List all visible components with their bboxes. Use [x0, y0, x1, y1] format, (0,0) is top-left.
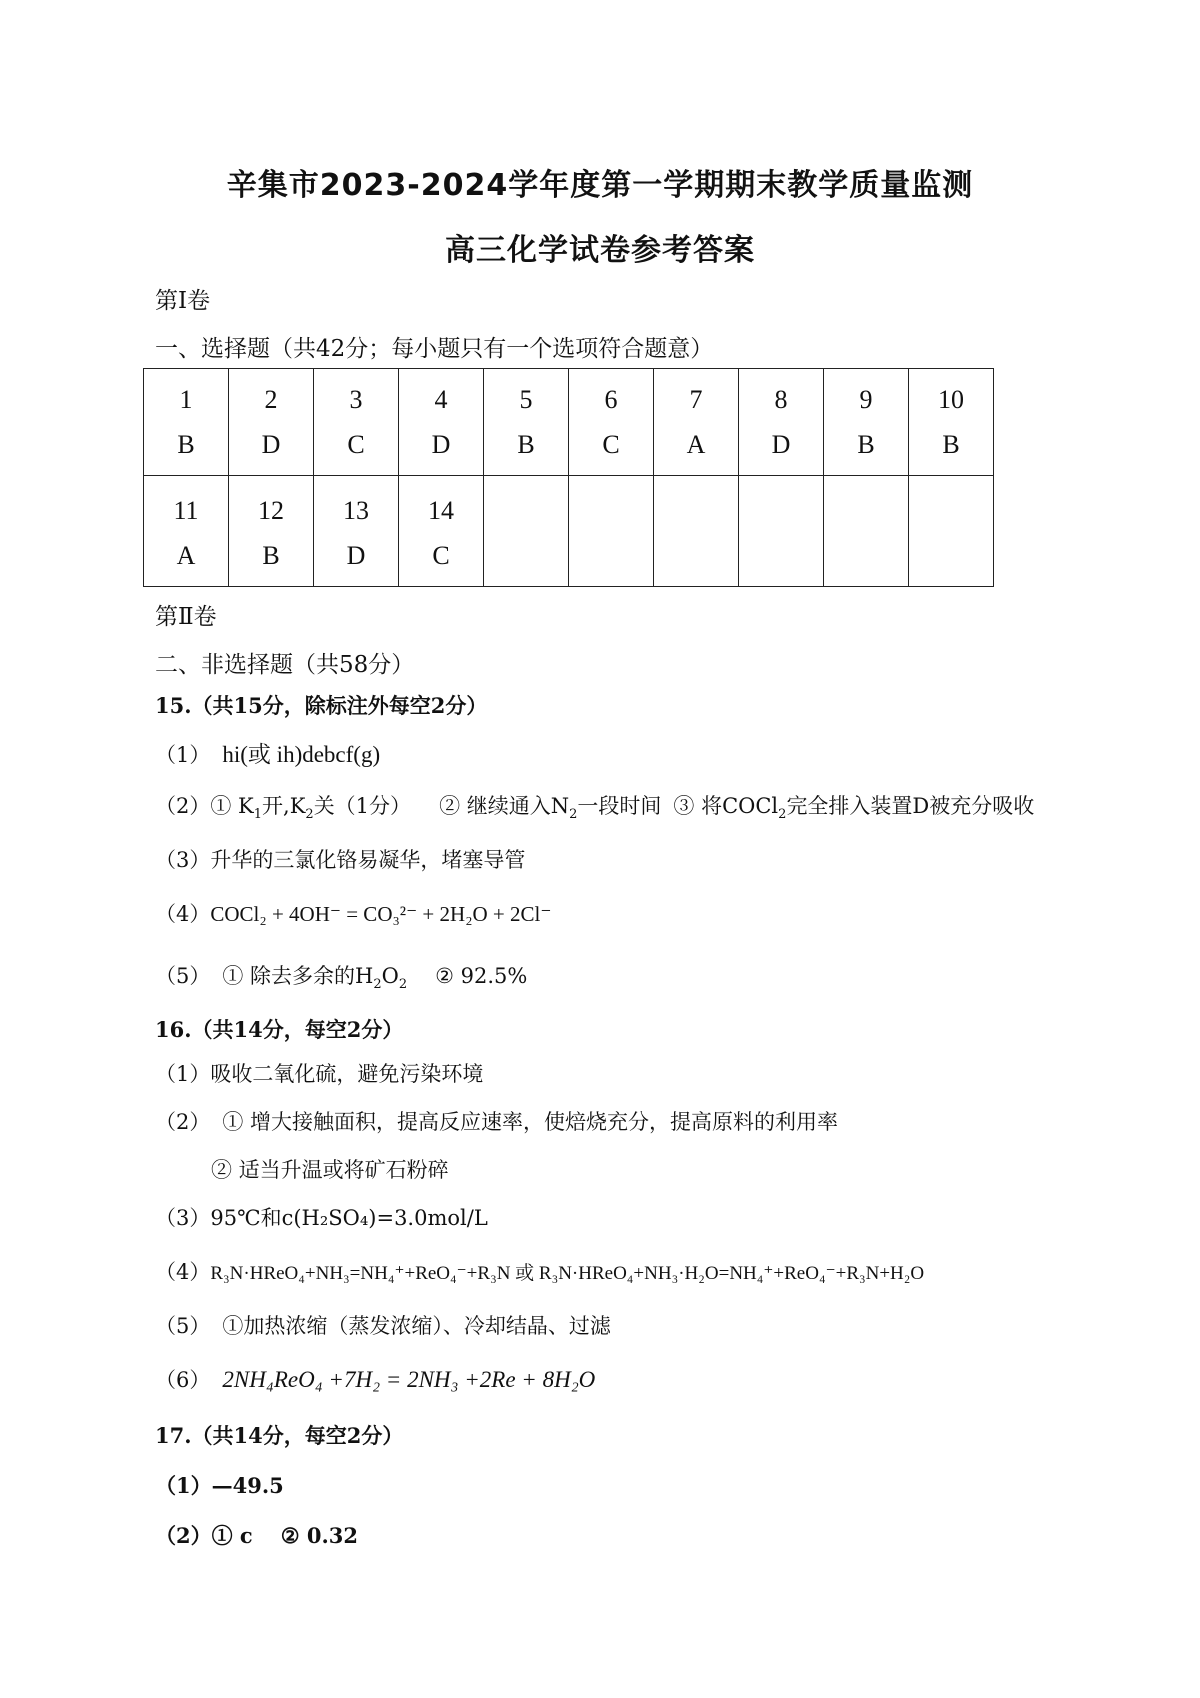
section-2-heading: 二、非选择题（共58分）: [155, 652, 415, 678]
section-1-heading: 一、选择题（共42分；每小题只有一个选项符合题意）: [155, 336, 714, 362]
answer-cell: D: [739, 415, 824, 476]
question-number: 5: [484, 369, 569, 416]
q16-answer-4: [155, 1256, 924, 1286]
question-number: 14: [399, 476, 484, 527]
answer-table-number-row: [144, 369, 994, 416]
empty-cell: [654, 476, 739, 527]
q15-2-part-b: 开,K: [262, 794, 306, 818]
q15-heading-text: （共15分，除标注外每空2分）: [191, 693, 488, 718]
answer-cell: C: [569, 415, 654, 476]
q15-answer-1: [155, 736, 380, 769]
question-number: 11: [144, 476, 229, 527]
empty-cell: [484, 476, 569, 527]
q16-6-label: （6）: [155, 1368, 211, 1392]
answer-cell: B: [909, 415, 994, 476]
q16-answer-5: [155, 1310, 611, 1340]
q15-answer-3: （3）升华的三氯化铬易凝华，堵塞导管: [155, 848, 526, 872]
q16-6-equation: 2NH₄ReO₄ +7H₂ = 2NH₃ +2Re + 8H₂O: [222, 1367, 596, 1392]
q16-heading: 16.（共14分，每空2分）: [155, 1017, 404, 1042]
q15-2-part-d: ② 继续通入N: [439, 794, 570, 818]
empty-cell: [569, 526, 654, 587]
q15-2-part-a: ① K: [210, 794, 254, 818]
document-subtitle: 高三化学试卷参考答案: [445, 233, 755, 268]
q16-4-equation: R₃N·HReO₄+NH₃=NH₄⁺+ReO₄⁻+R₃N 或 R₃N·HReO₄+NH₃·H₂O=NH₄⁺+ReO₄⁻+R₃N+H₂O: [210, 1263, 925, 1284]
q16-4-label: （4）: [155, 1260, 211, 1284]
empty-cell: [654, 526, 739, 587]
q15-1-text: hi(或 ih)debcf(g): [222, 742, 381, 767]
q15-2-part-c: 关（1分）: [313, 794, 412, 818]
empty-cell: [909, 526, 994, 587]
q15-5-part-b: O: [381, 964, 399, 988]
question-number: 3: [314, 369, 399, 416]
q16-5-text: ①加热浓缩（蒸发浓缩）、冷却结晶、过滤: [222, 1314, 611, 1338]
question-number: 12: [229, 476, 314, 527]
empty-cell: [484, 526, 569, 587]
q15-5-part-c: ② 92.5%: [435, 964, 528, 988]
q15-4-equation: COCl₂ + 4OH⁻ = CO₃²⁻ + 2H₂O + 2Cl⁻: [210, 902, 552, 926]
q17-answer-2: [155, 1520, 358, 1550]
q15-answer-2: （2）① $K_1$开$,K_2$关（1分） ② 继续通入$N_2$一段时间 ③ 将COCl$_2$完全排入装置D被充分吸收: [155, 794, 1035, 823]
q15-2-part-f: ③ 将COCl: [673, 794, 779, 818]
answer-cell: D: [314, 526, 399, 587]
answer-table-answer-row: [144, 415, 994, 476]
question-number: 1: [144, 369, 229, 416]
answer-cell: C: [399, 526, 484, 587]
q15-heading: [155, 690, 487, 720]
q15-4-label: （4）: [155, 902, 211, 926]
answer-cell: A: [654, 415, 739, 476]
q17-2-part-b: ② 0.32: [280, 1523, 359, 1548]
q16-answer-1: （1）吸收二氧化硫，避免污染环境: [155, 1062, 484, 1086]
answer-cell: A: [144, 526, 229, 587]
question-number: 13: [314, 476, 399, 527]
q15-1-label: （1）: [155, 743, 211, 767]
q15-2-label: （2）: [155, 794, 211, 818]
q17-2-label: （2）: [155, 1523, 212, 1548]
q15-5-label: （5）: [155, 964, 211, 988]
question-number: 6: [569, 369, 654, 416]
answer-cell: B: [484, 415, 569, 476]
q16-answer-6: [155, 1364, 595, 1394]
empty-cell: [824, 476, 909, 527]
q16-2-2: ② 适当升温或将矿石粉碎: [211, 1158, 449, 1182]
answer-cell: B: [144, 415, 229, 476]
answer-table: [143, 368, 994, 587]
question-number: 2: [229, 369, 314, 416]
question-number: 8: [739, 369, 824, 416]
question-number: 7: [654, 369, 739, 416]
empty-cell: [909, 476, 994, 527]
empty-cell: [824, 526, 909, 587]
q15-2-part-g: 完全排入装置D被充分吸收: [786, 794, 1035, 818]
answer-cell: D: [229, 415, 314, 476]
question-number: 9: [824, 369, 909, 416]
q16-answer-2: [155, 1106, 838, 1136]
empty-cell: [739, 526, 824, 587]
answer-table-number-row: [144, 476, 994, 527]
answer-cell: D: [399, 415, 484, 476]
q15-5-part-a: ① 除去多余的H: [222, 964, 374, 988]
question-number: 10: [909, 369, 994, 416]
q16-5-label: （5）: [155, 1314, 211, 1338]
document-title: 辛集市2023-2024学年度第一学期期末教学质量监测: [226, 168, 974, 203]
q15-answer-5: （5） ① 除去多余的$H_2O_2$ ② 92.5%: [155, 964, 528, 993]
question-number: 4: [399, 369, 484, 416]
q17-answer-1: （1）—49.5: [155, 1473, 284, 1498]
q17-2-part-a: ① c: [211, 1523, 253, 1548]
q16-2-1: ① 增大接触面积，提高反应速率，使焙烧充分，提高原料的利用率: [222, 1110, 839, 1134]
empty-cell: [569, 476, 654, 527]
answer-cell: C: [314, 415, 399, 476]
part-1-heading: 第Ⅰ卷: [155, 288, 211, 314]
part-2-heading: 第Ⅱ卷: [155, 604, 217, 630]
q15-number: 15.: [155, 693, 192, 718]
q15-answer-4: [155, 898, 551, 928]
q16-answer-3: （3）95℃和c(H₂SO₄)=3.0mol/L: [155, 1206, 488, 1230]
q17-heading: 17.（共14分，每空2分）: [155, 1423, 404, 1448]
empty-cell: [739, 476, 824, 527]
q16-answer-2-2: [155, 1154, 449, 1184]
answer-table-answer-row: [144, 526, 994, 587]
answer-cell: B: [824, 415, 909, 476]
answer-cell: B: [229, 526, 314, 587]
q15-2-part-e: 一段时间: [577, 794, 662, 818]
q16-2-label: （2）: [155, 1110, 211, 1134]
